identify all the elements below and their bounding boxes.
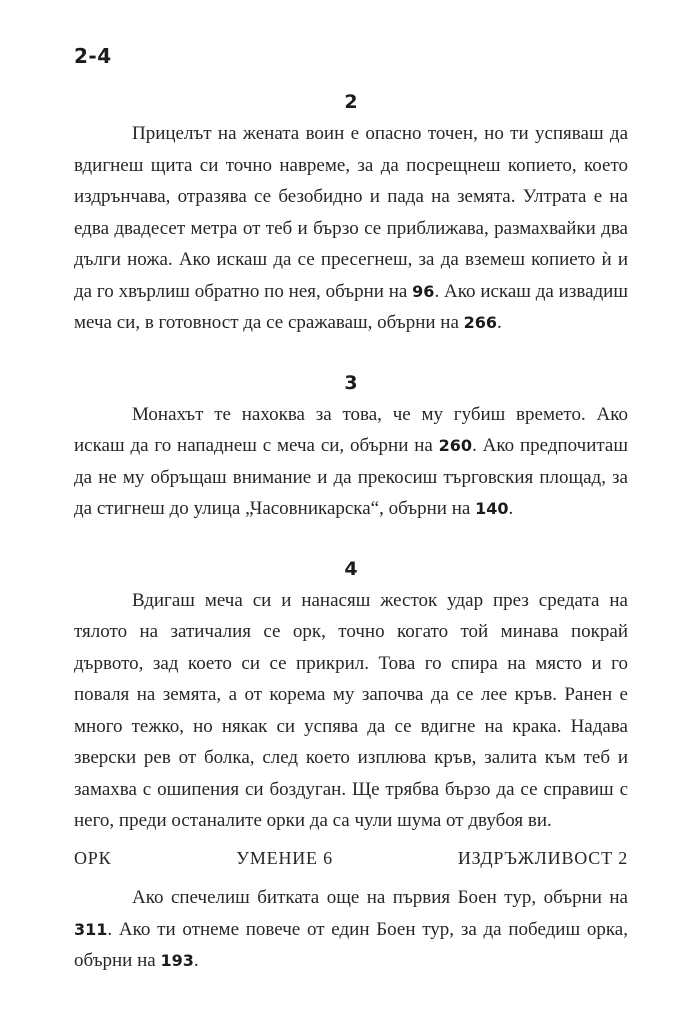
- section-paragraph: Вдигаш меча си и нанасяш жесток удар през средата на тялото на затичалия се орк, точно когато той минава покрай дървото, зад което си се прикрил. Това го спира на място и го повaля на земята, а от корема му започва да се лее кръв. Ранен е много тежко, но някак си успява да се вдигне на крака. Надава зверски рев от болка, след което изплюва кръв, залита към теб и замахва с ошипения си боздуган. Ще трябва бързо да се справиш с него, преди останалите орки да са чули шума от двубоя ви.: [74, 589, 628, 831]
- enemy-name: ОРК: [74, 847, 112, 868]
- section-2: [74, 86, 628, 339]
- reference-link[interactable]: 193: [160, 951, 194, 970]
- section-paragraph: Монахът те нахоква за това, че му губиш времето. Ако искаш да го нападнеш с меча си, обърни на 260. Ако предпочиташ да не му обръщаш внимание и да прекосиш търговския площад, за да стигнеш до улица „Часовникарска“, обърни на 140.: [74, 403, 628, 519]
- outcome-paragraph: Ако спечелиш битката още на първия Боен тур, обърни на 311. Ако ти отнеме повече от един Боен тур, за да победиш орка, обърни на 193.: [74, 887, 628, 971]
- reference-link[interactable]: 260: [438, 436, 473, 455]
- section-number: 3: [344, 371, 358, 394]
- page-content: [74, 86, 628, 1005]
- reference-link[interactable]: 311: [74, 919, 108, 939]
- section-3: [74, 367, 628, 525]
- section-number: 4: [344, 557, 358, 580]
- section-paragraph: Прицелът на жената воин е опасно точен, но ти успяваш да вдигнеш щита си точно навреме, за да посрещнеш копието, което издрънчава, отразява се безобидно и пада на земята. Ултрата е на едва двадесет метра от теб и бързо се приближава, размахвайки два дълги ножа. Ако искаш да се пресегнеш, за да вземеш копието ѝ и да го хвърлиш обратно по нея, обърни на 96. Ако искаш да извадиш меча си, в готовност да се сражаваш, обърни на 266.: [74, 123, 628, 333]
- reference-link[interactable]: 140: [475, 499, 509, 518]
- reference-link[interactable]: 96: [412, 281, 435, 301]
- enemy-stats: [74, 843, 628, 875]
- enemy-skill: УМЕНИЕ 6: [236, 847, 333, 868]
- page-range-header: 2-4: [74, 44, 112, 68]
- section-4: [74, 553, 628, 977]
- reference-link[interactable]: 266: [463, 313, 498, 332]
- section-number: 2: [344, 91, 358, 113]
- enemy-stamina: ИЗДРЪЖЛИВОСТ 2: [457, 847, 628, 868]
